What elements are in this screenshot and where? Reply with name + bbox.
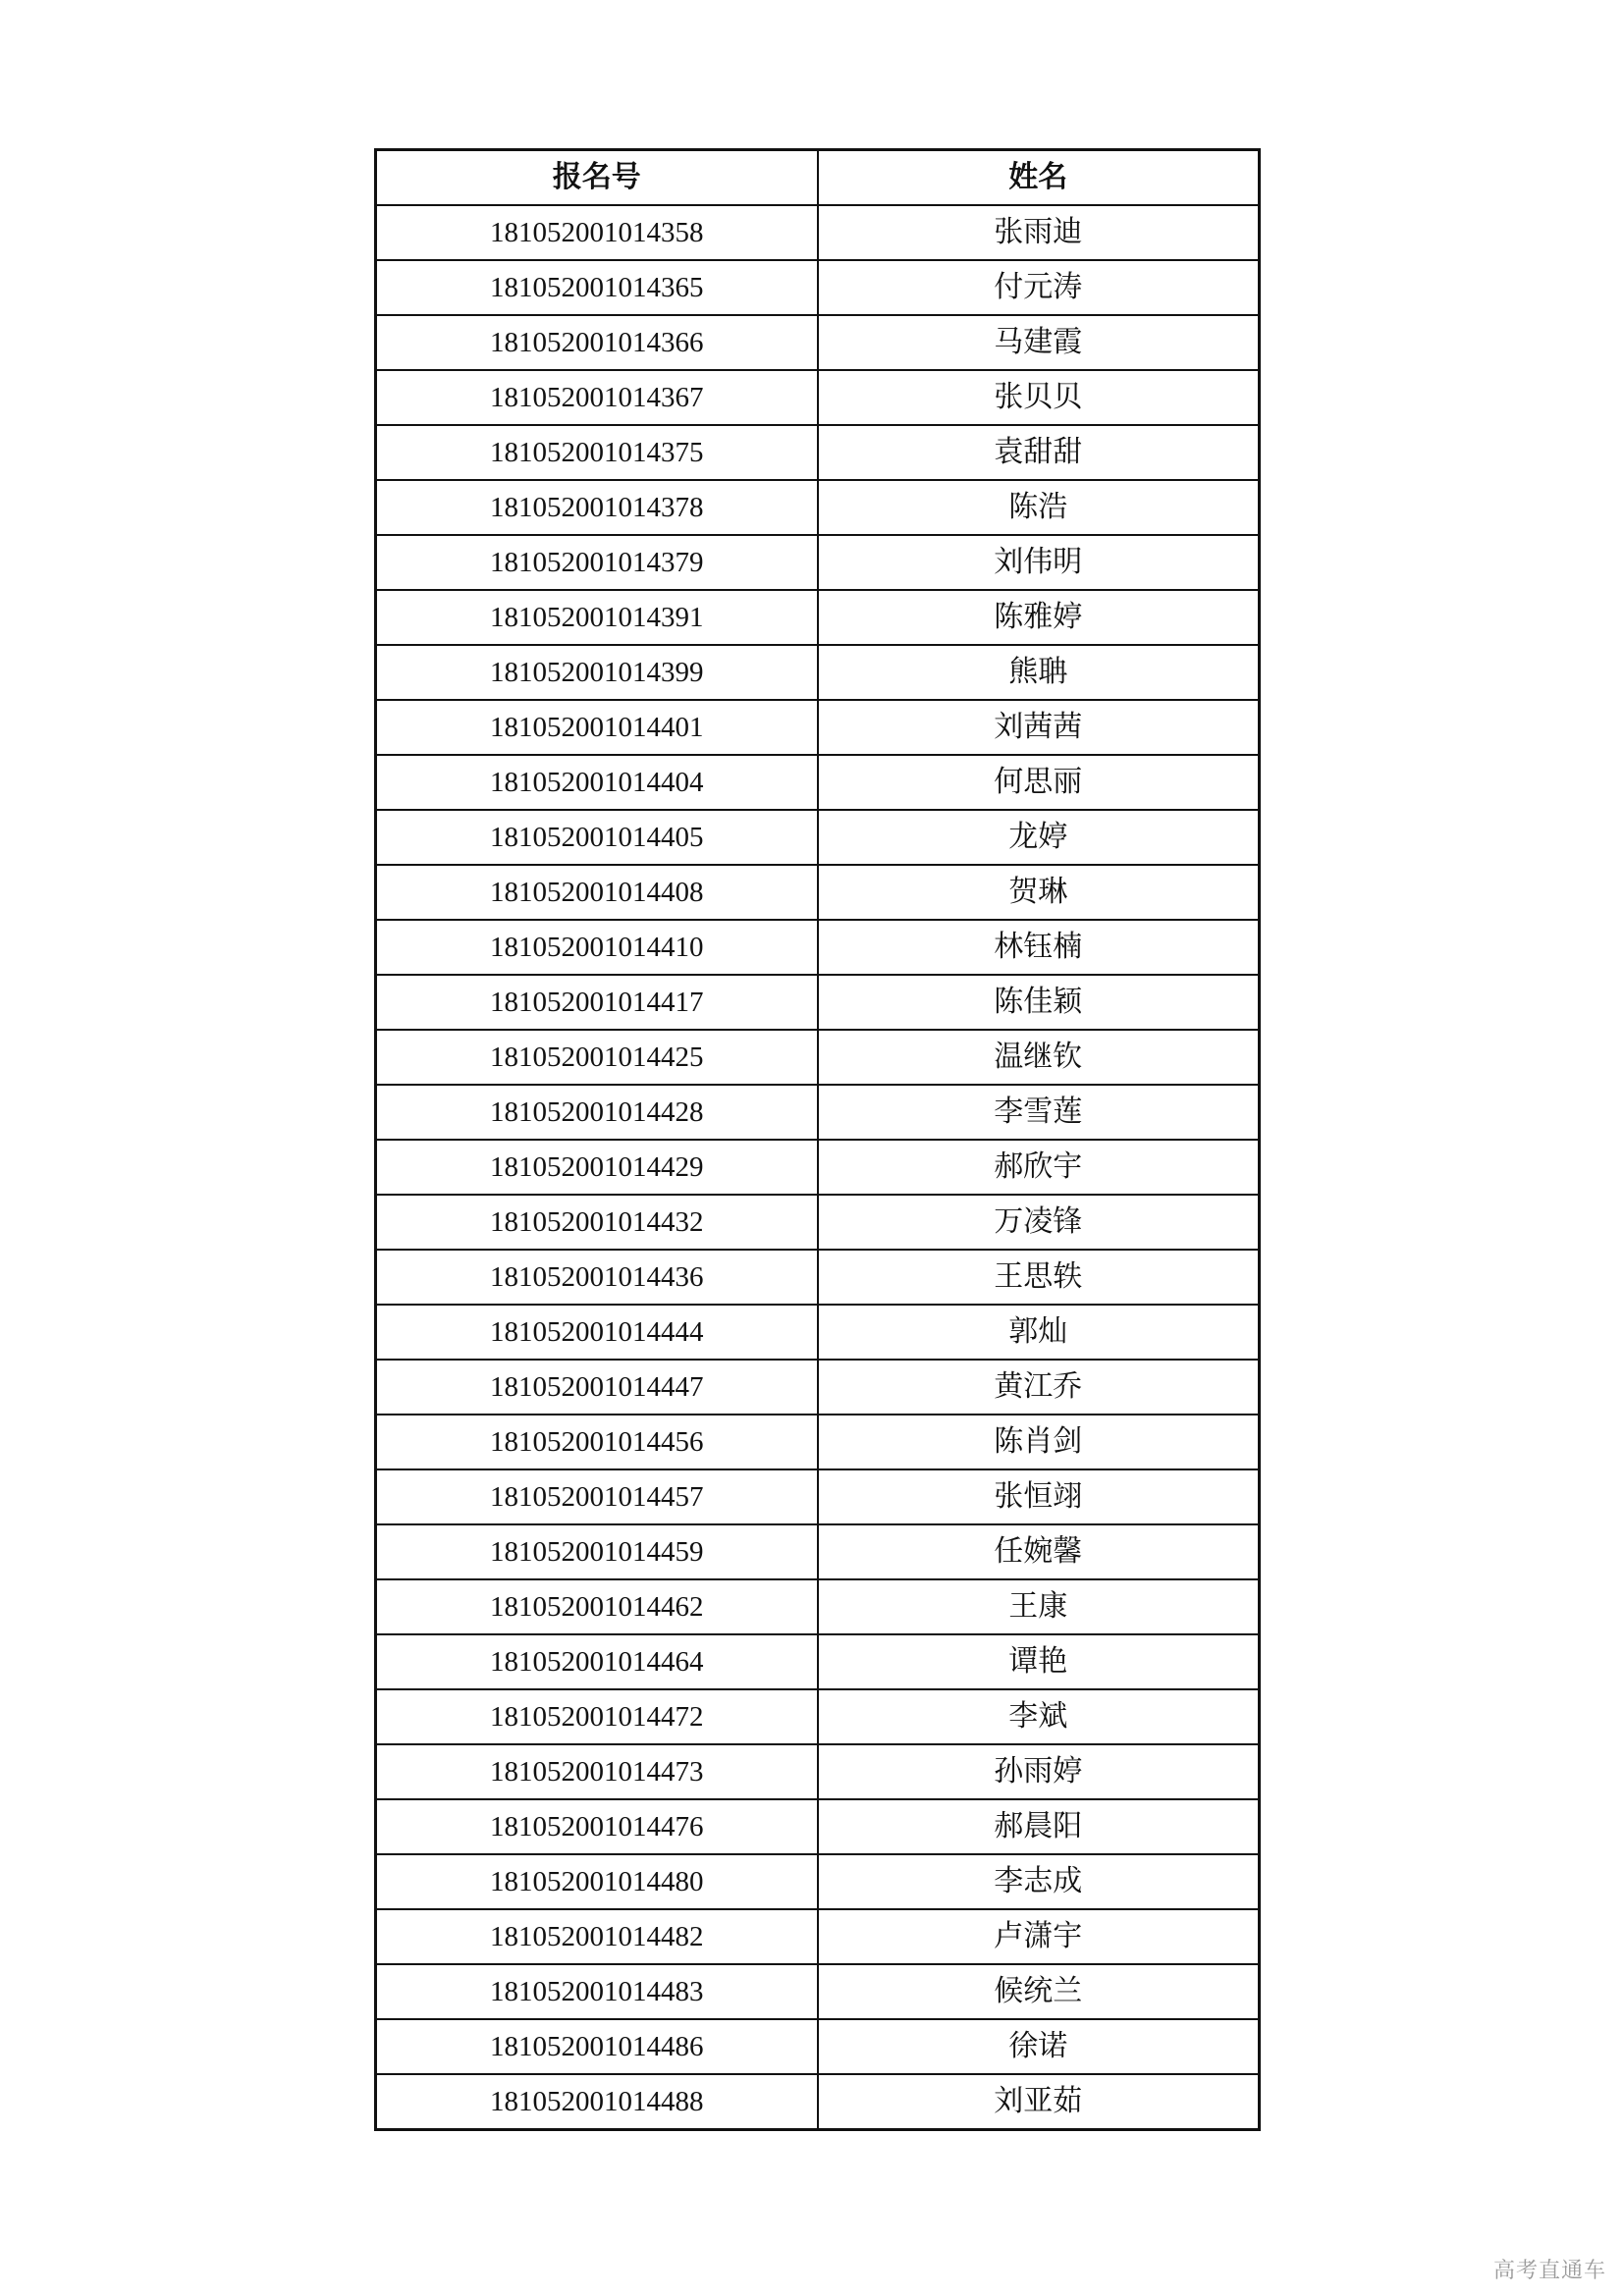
name-cell: 李志成	[818, 1854, 1260, 1909]
table-row	[376, 1909, 1260, 1964]
name-cell: 任婉馨	[818, 1524, 1260, 1579]
registration-number-cell: 181052001014399	[376, 645, 818, 700]
table-row	[376, 1469, 1260, 1524]
table-row	[376, 205, 1260, 260]
registration-number-cell: 181052001014483	[376, 1964, 818, 2019]
table-header	[376, 150, 1260, 206]
name-cell: 刘伟明	[818, 535, 1260, 590]
header-name: 姓名	[818, 150, 1260, 206]
registration-number-cell: 181052001014459	[376, 1524, 818, 1579]
table-row	[376, 1579, 1260, 1634]
table-row	[376, 1689, 1260, 1744]
registration-number-cell: 181052001014365	[376, 260, 818, 315]
name-cell: 龙婷	[818, 810, 1260, 865]
name-cell: 王思轶	[818, 1250, 1260, 1305]
table-row	[376, 700, 1260, 755]
registration-number-cell: 181052001014428	[376, 1085, 818, 1140]
registration-number-cell: 181052001014391	[376, 590, 818, 645]
registration-number-cell: 181052001014375	[376, 425, 818, 480]
name-cell: 马建霞	[818, 315, 1260, 370]
name-cell: 郝晨阳	[818, 1799, 1260, 1854]
table-row	[376, 1634, 1260, 1689]
registration-number-cell: 181052001014457	[376, 1469, 818, 1524]
registration-number-cell: 181052001014462	[376, 1579, 818, 1634]
registration-number-cell: 181052001014488	[376, 2074, 818, 2130]
name-cell: 李雪莲	[818, 1085, 1260, 1140]
table-row	[376, 1085, 1260, 1140]
table-row	[376, 755, 1260, 810]
name-cell: 孙雨婷	[818, 1744, 1260, 1799]
registration-number-cell: 181052001014408	[376, 865, 818, 920]
name-cell: 陈雅婷	[818, 590, 1260, 645]
registration-number-cell: 181052001014472	[376, 1689, 818, 1744]
registration-number-cell: 181052001014447	[376, 1360, 818, 1415]
registration-number-cell: 181052001014367	[376, 370, 818, 425]
table-row	[376, 1140, 1260, 1195]
name-cell: 何思丽	[818, 755, 1260, 810]
name-cell: 刘亚茹	[818, 2074, 1260, 2130]
registration-number-cell: 181052001014456	[376, 1415, 818, 1469]
table-row	[376, 1360, 1260, 1415]
name-cell: 郝欣宇	[818, 1140, 1260, 1195]
registration-number-cell: 181052001014476	[376, 1799, 818, 1854]
registration-number-cell: 181052001014410	[376, 920, 818, 975]
table-row	[376, 2019, 1260, 2074]
table-row	[376, 535, 1260, 590]
table-row	[376, 1854, 1260, 1909]
registration-number-cell: 181052001014429	[376, 1140, 818, 1195]
registration-number-cell: 181052001014366	[376, 315, 818, 370]
table-row	[376, 1030, 1260, 1085]
name-cell: 袁甜甜	[818, 425, 1260, 480]
name-cell: 郭灿	[818, 1305, 1260, 1360]
table-row	[376, 315, 1260, 370]
table-row	[376, 425, 1260, 480]
name-cell: 付元涛	[818, 260, 1260, 315]
registration-number-cell: 181052001014405	[376, 810, 818, 865]
name-cell: 王康	[818, 1579, 1260, 1634]
name-cell: 张恒翊	[818, 1469, 1260, 1524]
table-row	[376, 1305, 1260, 1360]
name-cell: 温继钦	[818, 1030, 1260, 1085]
admission-roster-table	[374, 148, 1261, 2131]
name-cell: 李斌	[818, 1689, 1260, 1744]
name-cell: 万凌锋	[818, 1195, 1260, 1250]
name-cell: 张贝贝	[818, 370, 1260, 425]
registration-number-cell: 181052001014432	[376, 1195, 818, 1250]
name-cell: 陈浩	[818, 480, 1260, 535]
table-row	[376, 370, 1260, 425]
registration-number-cell: 181052001014486	[376, 2019, 818, 2074]
table-row	[376, 1524, 1260, 1579]
registration-number-cell: 181052001014404	[376, 755, 818, 810]
table-row	[376, 480, 1260, 535]
name-cell: 刘茜茜	[818, 700, 1260, 755]
table-body	[376, 205, 1260, 2130]
table-row	[376, 920, 1260, 975]
name-cell: 候统兰	[818, 1964, 1260, 2019]
registration-number-cell: 181052001014417	[376, 975, 818, 1030]
registration-number-cell: 181052001014378	[376, 480, 818, 535]
watermark-text: 高考直通车	[1492, 2259, 1606, 2283]
table-row	[376, 2074, 1260, 2130]
name-cell: 徐诺	[818, 2019, 1260, 2074]
header-row	[376, 150, 1260, 206]
registration-number-cell: 181052001014473	[376, 1744, 818, 1799]
registration-number-cell: 181052001014425	[376, 1030, 818, 1085]
registration-number-cell: 181052001014401	[376, 700, 818, 755]
registration-number-cell: 181052001014436	[376, 1250, 818, 1305]
name-cell: 张雨迪	[818, 205, 1260, 260]
table-row	[376, 645, 1260, 700]
table-row	[376, 1415, 1260, 1469]
name-cell: 谭艳	[818, 1634, 1260, 1689]
registration-number-cell: 181052001014482	[376, 1909, 818, 1964]
registration-number-cell: 181052001014444	[376, 1305, 818, 1360]
registration-number-cell: 181052001014379	[376, 535, 818, 590]
name-cell: 卢潇宇	[818, 1909, 1260, 1964]
name-cell: 黄江乔	[818, 1360, 1260, 1415]
table-row	[376, 975, 1260, 1030]
table-row	[376, 1744, 1260, 1799]
name-cell: 陈肖剑	[818, 1415, 1260, 1469]
name-cell: 贺琳	[818, 865, 1260, 920]
table-row	[376, 1799, 1260, 1854]
table-row	[376, 260, 1260, 315]
name-cell: 熊聃	[818, 645, 1260, 700]
header-registration-number: 报名号	[376, 150, 818, 206]
table-row	[376, 1964, 1260, 2019]
table-row	[376, 1195, 1260, 1250]
table-row	[376, 810, 1260, 865]
table-row	[376, 590, 1260, 645]
registration-number-cell: 181052001014464	[376, 1634, 818, 1689]
table-row	[376, 1250, 1260, 1305]
registration-number-cell: 181052001014358	[376, 205, 818, 260]
table-row	[376, 865, 1260, 920]
registration-number-cell: 181052001014480	[376, 1854, 818, 1909]
name-cell: 林钰楠	[818, 920, 1260, 975]
name-cell: 陈佳颖	[818, 975, 1260, 1030]
